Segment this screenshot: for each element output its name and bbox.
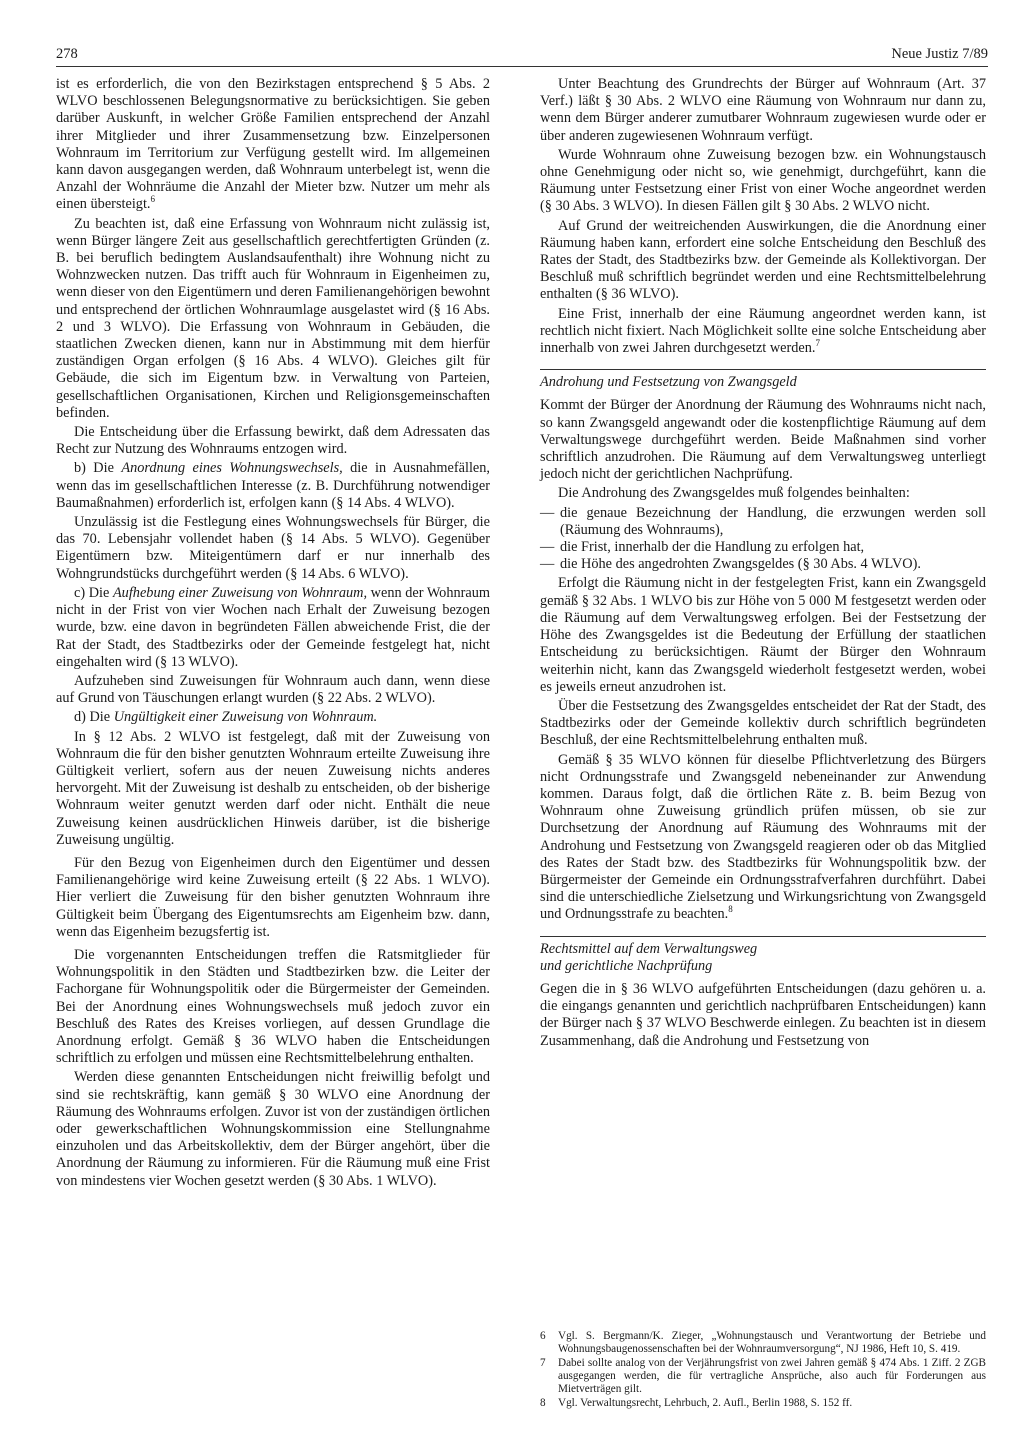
- page-number: 278: [56, 46, 78, 62]
- paragraph: d) Die Ungültigkeit einer Zuweisung von Wohnraum.: [74, 709, 378, 726]
- paragraph: Die Androhung des Zwangsgeldes muß folgendes beinhalten:: [558, 485, 910, 502]
- paragraph: In § 12 Abs. 2 WLVO ist festgelegt, daß mit der Zuweisung von Wohnraum die für den bisher genutzten Wohnraum erteilte Zuweisung ihre Gültigkeit verliert, sofern aus der neuen Zuweisung nichts anderes hervorgeht. Mit der Zuweisung ist deshalb zu entscheiden, ob der bisherige Wohnraum weiter genutzt werden darf oder nicht. Enthält die neue Zuweisung keinen ausdrücklichen Hinweis darüber, ist die bisherige Zuweisung ungültig.: [56, 728, 490, 848]
- right-column: [540, 76, 986, 1052]
- page-header: [56, 44, 988, 67]
- paragraph: Zu beachten ist, daß eine Erfassung von Wohnraum nicht zulässig ist, wenn Bürger längere Zeit aus gesellschaftlich gerechtfertigten Gründen (z. B. bei beruflich bedingtem Auslandsaufenthalt) ihre Wohnung nicht zu Wohnzwecken nutzen. Das trifft auch für Wohnraum in Eigenheimen zu, wenn dieser von den Eigentümern und deren Familienangehörigen bewohnt und entsprechend der örtlichen Wohnraumlage ausgelastet wird (§ 16 Abs. 2 und 3 WLVO). Die Erfassung von Wohnraum in Gebäuden, die staatlichen Zwecken dienen, kann nur in Abstimmung mit dem hierfür zuständigen Organ erfolgen (§ 16 Abs. 4 WLVO). Gleiches gilt für Gebäude, die sich im Eigentum bzw. in Verwaltung von Parteien, gesellschaftlichen Organisationen, Kirchen und Religionsgemeinschaften befinden.: [56, 215, 490, 421]
- paragraph: Für den Bezug von Eigenheimen durch den Eigentümer und dessen Familienangehörige wird keine Zuweisung erteilt (§ 22 Abs. 1 WLVO). Hier verliert die Zuweisung für den bisher genutzten Wohnraum ihre Gültigkeit beim Übergang des Eigentumsrechts am Eigenheim bzw. dann, wenn das Eigenheim bezugsfertig ist.: [56, 854, 490, 940]
- section-heading: Rechtsmittel auf dem Verwaltungsweg und gerichtliche Nachprüfung: [540, 936, 986, 975]
- footnote-ref: 8: [728, 904, 733, 915]
- paragraph: Die Entscheidung über die Erfassung bewirkt, daß dem Adressaten das Recht zur Nutzung des Wohnraums entzogen wird.: [56, 424, 490, 458]
- footnotes: [540, 1330, 986, 1411]
- paragraph: b) Die Anordnung eines Wohnungswechsels, die in Ausnahmefällen, wenn das im gesellschaftlichen Interesse (z. B. Durchführung notwendiger Baumaßnahmen) erforderlich ist, erfolgen kann (§ 14 Abs. 4 WLVO).: [56, 460, 491, 511]
- italic-term: Ungültigkeit einer Zuweisung von Wohnraum.: [113, 709, 378, 726]
- paragraph: Unzulässig ist die Festlegung eines Wohnungswechsels für Bürger, die das 70. Lebensjahr vollendet haben (§ 14 Abs. 5 WLVO). Gegenüber Eigentümern bzw. Miteigentümern darf er nur innerhalb des Wohngrundstücks durchgeführt werden (§ 14 Abs. 6 WLVO).: [56, 514, 490, 582]
- footnote-ref: 6: [150, 194, 155, 205]
- paragraph: Über die Festsetzung des Zwangsgeldes entscheidet der Rat der Stadt, des Stadtbezirks oder der Gemeinde kollektiv durch schriftlich begründeten Beschluß, der eine Rechtsmittelbelehrung enthalten muß.: [540, 697, 986, 749]
- section-heading: Androhung und Festsetzung von Zwangsgeld: [540, 369, 986, 391]
- paragraph: Aufzuheben sind Zuweisungen für Wohnraum auch dann, wenn diese auf Grund von Täuschungen erlangt wurden (§ 22 Abs. 2 WLVO).: [56, 672, 490, 707]
- paragraph: Werden diese genannten Entscheidungen nicht freiwillig befolgt und sind sie rechtskräftig, kann gemäß § 30 WLVO eine Anordnung der Räumung des Wohnraums erfolgen. Zuvor ist von der zuständigen örtlichen oder gewerkschaftlichen Wohnungskommission eine Stellungnahme einzuholen und das Arbeitskollektiv, dem der Bürger angehört, über die Anordnung der Räumung zu informieren. Für die Räumung muß eine Frist von mindestens vier Wochen gesetzt werden (§ 30 Abs. 1 WLVO).: [56, 1069, 490, 1189]
- paragraph: Gemäß § 35 WLVO können für dieselbe Pflichtverletzung des Bürgers nicht Ordnungsstrafe und Zwangsgeld nebeneinander zur Anwendung kommen. Daraus folgt, daß die örtlichen Räte z. B. beim Bezug von Wohnraum ohne Zuweisung gründlich prüfen müssen, ob sie zur Durchsetzung der Anordnung auf Räumung des Wohnraums mit der Androhung und Festsetzung von Zwangsgeld reagieren oder ob das Mitglied des Rates der Stadt bzw. des Stadtbezirks für Wohnungspolitik bzw. der Bürgermeister der Gemeinde ein Ordnungsstrafverfahren durchführt. Dabei sind die unterschiedliche Zielsetzung und Wirkungsrichtung von Zwangsgeld und Ordnungsstrafe zu beachten.$^8$: [540, 751, 986, 923]
- footnote: 7 Dabei sollte analog von der Verjährungsfrist von zwei Jahren gemäß § 474 Abs. 1 Ziff. 2 ZGB ausgegangen werden, die für vertragliche Ansprüche, also auch für Forderungen aus Mietverträgen gilt.: [540, 1357, 986, 1395]
- paragraph: Wurde Wohnraum ohne Zuweisung bezogen bzw. ein Wohnungstausch ohne Genehmigung oder nicht so, wie genehmigt, durchgeführt, kann die Räumung unter Festsetzung einer Frist von einer Woche angeordnet werden (§ 30 Abs. 3 WLVO). In diesen Fällen gilt § 30 Abs. 2 WLVO nicht.: [540, 146, 986, 215]
- dash-list: [540, 505, 986, 574]
- left-column: [56, 76, 490, 1192]
- footnote: 6 Vgl. S. Bergmann/K. Zieger, „Wohnungstausch und Verantwortung der Betriebe und Wohnungsbaugenossenschaften bei der Wohnraumversorgung“, NJ 1986, Heft 10, S. 419.: [540, 1330, 986, 1355]
- footnote-ref: 7: [815, 338, 821, 349]
- list-item: — die Höhe des angedrohten Zwangsgeldes (§ 30 Abs. 4 WLVO).: [540, 556, 986, 573]
- list-item: — die genaue Bezeichnung der Handlung, die erzwungen werden soll (Räumung des Wohnraums),: [540, 505, 986, 539]
- paragraph: Erfolgt die Räumung nicht in der festgelegten Frist, kann ein Zwangsgeld gemäß § 32 Abs. 1 WLVO bis zur Höhe von 5 000 M festgesetzt werden oder die Räumung auf dem Verwaltungsweg erfolgen. Bei der Festsetzung der Höhe des Zwangsgeldes ist die Bedeutung der Erfüllung der staatlichen Entscheidung zu berücksichtigen. Räumt der Bürger den Wohnraum weiterhin nicht, kann das Zwangsgeld wiederholt festgesetzt werden, wobei es jeweils erneut anzudrohen ist.: [540, 575, 986, 695]
- list-item: — die Frist, innerhalb der die Handlung zu erfolgen hat,: [540, 539, 986, 556]
- paragraph: ist es erforderlich, die von den Bezirkstagen entsprechend § 5 Abs. 2 WLVO beschlossenen Belegungsnormative zu berücksichtigen. Sie geben darüber Auskunft, in welcher Größe Familien entsprechend der Anzahl ihrer Mitglieder und ihrer Zusammensetzung bzw. Einzelpersonen Wohnraum im Territorium zur Verfügung gestellt wird. Im allgemeinen kann davon ausgegangen werden, daß Wohnraum unterbelegt ist, wenn die Anzahl der Wohnräume die Anzahl der Mieter bzw. Nutzer um mehr als einen übersteigt.$^6$: [56, 76, 490, 213]
- italic-term: Anordnung eines Wohnungswechsels,: [121, 460, 343, 477]
- paragraph: Kommt der Bürger der Anordnung der Räumung des Wohnraums nicht nach, so kann Zwangsgeld angewandt oder die kostenpflichtige Räumung auf dem Verwaltungswege durchgeführt werden. Beide Maßnahmen sind vorher schriftlich anzudrohen. Die Räumung auf dem Verwaltungsweg unterliegt jedoch nicht der gerichtlichen Nachprüfung.: [540, 397, 986, 483]
- paragraph: Auf Grund der weitreichenden Auswirkungen, die die Anordnung einer Räumung haben kann, erfordert eine solche Entscheidung den Beschluß des Rates der Stadt, des Stadtbezirks bzw. der Gemeinde als Kollektivorgan. Der Beschluß muß schriftlich begründet werden und eine Rechtsmittelbelehrung enthalten (§ 36 WLVO).: [540, 217, 986, 303]
- italic-term: Aufhebung einer Zuweisung von Wohnraum,: [112, 584, 368, 601]
- paragraph: Gegen die in § 36 WLVO aufgeführten Entscheidungen (dazu gehören u. a. die eingangs genannten und gerichtlich nachprüfbaren Entscheidungen) kann der Bürger nach § 37 WLVO Beschwerde einlegen. Zu beachten ist in diesem Zusammenhang, daß die Androhung und Festsetzung von: [540, 980, 986, 1049]
- journal-title: Neue Justiz 7/89: [891, 46, 988, 62]
- footnote: 8 Vgl. Verwaltungsrecht, Lehrbuch, 2. Aufl., Berlin 1988, S. 152 ff.: [540, 1397, 853, 1409]
- paragraph: c) Die Aufhebung einer Zuweisung von Wohnraum, wenn der Wohnraum nicht in der Frist von vier Wochen nach Erhalt der Zuweisung bezogen wurde, bzw. eine davon in begründeten Fällen abweichende Frist, die der Rat der Stadt, des Stadtbezirks oder der Gemeinde festgelegt hat, nicht eingehalten wird (§ 13 WLVO).: [56, 584, 491, 670]
- paragraph: Die vorgenannten Entscheidungen treffen die Ratsmitglieder für Wohnungspolitik in den Städten und Stadtbezirken bzw. die Leiter der Fachorgane für Wohnungspolitik oder die Bürgermeister der Gemeinden. Bei der Anordnung eines Wohnungswechsels muß jedoch zuvor ein Beschluß des Rates des Kreises vorliegen, auf dessen Grundlage die Anordnung erfolgt. Gemäß § 36 WLVO haben die Entscheidungen schriftlich zu erfolgen und müssen eine Rechtsmittelbelehrung enthalten.: [56, 946, 490, 1067]
- paragraph: Unter Beachtung des Grundrechts der Bürger auf Wohnraum (Art. 37 Verf.) läßt § 30 Abs. 2 WLVO eine Räumung von Wohnraum nur dann zu, wenn dem Bürger anderer zumutbarer Wohnraum zugewiesen wurde oder er über anderen zugewiesenen Wohnraum verfügt.: [540, 76, 986, 144]
- paragraph: Eine Frist, innerhalb der eine Räumung angeordnet werden kann, ist rechtlich nicht fixiert. Nach Möglichkeit sollte eine solche Entscheidung aber innerhalb von zwei Jahren durchgesetzt werden.$^7$: [540, 305, 986, 357]
